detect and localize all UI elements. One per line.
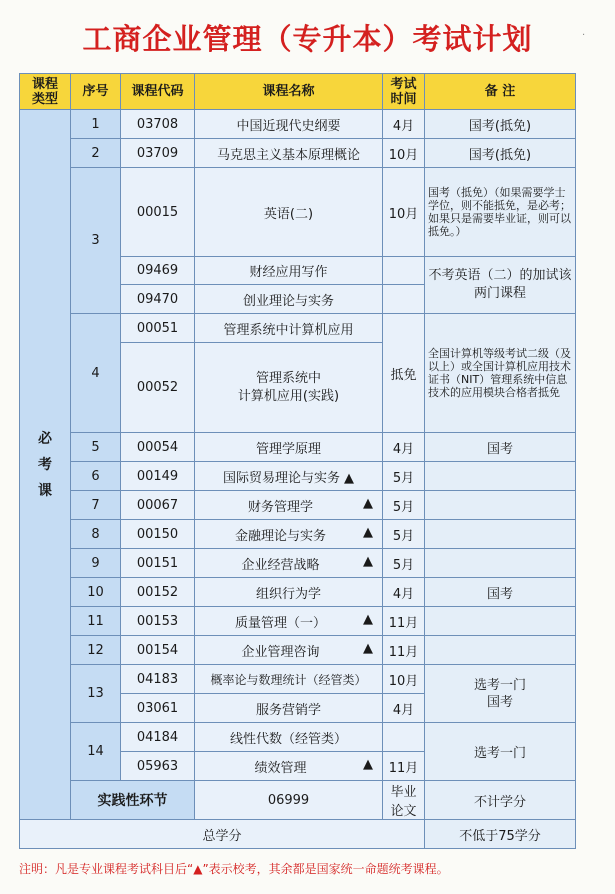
cell-name: 毕业论文: [383, 781, 425, 820]
school-exam-mark: ▲: [363, 756, 373, 772]
cell-time: 11月: [383, 607, 425, 636]
cell-name: 管理学原理: [195, 433, 383, 462]
cell-name: 企业管理咨询 ▲: [195, 636, 383, 665]
cell-seq: 4: [71, 314, 121, 433]
cell-note: 国考: [425, 578, 576, 607]
cell-note: 选考一门: [425, 723, 576, 781]
cell-time: 4月: [383, 694, 425, 723]
cell-time: [383, 257, 425, 285]
cell-note: [425, 607, 576, 636]
cell-time: 5月: [383, 491, 425, 520]
cell-name: 企业经营战略 ▲: [195, 549, 383, 578]
cell-time: 4月: [383, 110, 425, 139]
table-row: [20, 607, 576, 636]
cell-code: 03709: [121, 139, 195, 168]
table-row: [20, 520, 576, 549]
cell-name: 质量管理（一） ▲: [195, 607, 383, 636]
cell-time: 4月: [383, 433, 425, 462]
table-row: [20, 723, 576, 752]
cell-name: 绩效管理 ▲: [195, 752, 383, 781]
cell-code: 03708: [121, 110, 195, 139]
page-mark: ·: [582, 30, 586, 41]
header-seq: 序号: [71, 74, 121, 110]
total-label: 总学分: [20, 820, 425, 849]
cell-time: [383, 285, 425, 314]
cell-seq: 3: [71, 168, 121, 314]
cell-seq: 12: [71, 636, 121, 665]
school-exam-mark: ▲: [363, 640, 373, 656]
cell-name: 线性代数（经管类）: [195, 723, 383, 752]
cell-name: 英语(二): [195, 168, 383, 257]
cell-note: 全国计算机等级考试二级（及以上）或全国计算机应用技术证书（NIT）管理系统中信息技术的应用模块合格者抵免: [425, 314, 576, 433]
cell-note: 国考(抵免): [425, 139, 576, 168]
cell-note: 国考: [425, 433, 576, 462]
cell-name: 马克思主义基本原理概论: [195, 139, 383, 168]
cell-name: 财经应用写作: [195, 257, 383, 285]
cell-code: 05963: [121, 752, 195, 781]
school-exam-mark: ▲: [363, 553, 373, 569]
cell-time: 抵免: [383, 314, 425, 433]
cell-name: 服务营销学: [195, 694, 383, 723]
cell-seq: 1: [71, 110, 121, 139]
cell-note: 国考（抵免）（如果需要学士学位，则不能抵免，是必考；如果只是需要毕业证，则可以抵免。）: [425, 168, 576, 257]
cell-name: 管理系统中 计算机应用(实践): [195, 343, 383, 433]
school-exam-mark: ▲: [344, 470, 354, 486]
school-exam-mark: ▲: [363, 611, 373, 627]
cell-time: 5月: [383, 520, 425, 549]
cell-name: 国际贸易理论与实务 ▲: [195, 462, 383, 491]
cell-time: 10月: [383, 168, 425, 257]
table-row: [20, 665, 576, 694]
table-row: [20, 110, 576, 139]
cell-code: 00154: [121, 636, 195, 665]
cell-seq: 10: [71, 578, 121, 607]
table-row: [20, 578, 576, 607]
cell-code: 03061: [121, 694, 195, 723]
cell-time: 10月: [383, 139, 425, 168]
cell-time: 10月: [383, 665, 425, 694]
table-row: [20, 433, 576, 462]
table-row: [20, 462, 576, 491]
header-category: 课程 类型: [20, 74, 71, 110]
cell-time: 11月: [383, 752, 425, 781]
cell-code: 00150: [121, 520, 195, 549]
cell-code: 00153: [121, 607, 195, 636]
category-required: 必 考 课: [20, 110, 71, 820]
header-code: 课程代码: [121, 74, 195, 110]
cell-code: 04184: [121, 723, 195, 752]
cell-code: 00015: [121, 168, 195, 257]
page-title: 工商企业管理（专升本）考试计划: [82, 22, 533, 56]
cell-time: 5月: [383, 549, 425, 578]
cell-seq: 9: [71, 549, 121, 578]
table-row: [20, 491, 576, 520]
cell-note: 不计学分: [425, 781, 576, 820]
cell-time: [383, 723, 425, 752]
table-row: [20, 314, 576, 343]
cell-seq: 2: [71, 139, 121, 168]
cell-time: 4月: [383, 578, 425, 607]
cell-name: 财务管理学 ▲: [195, 491, 383, 520]
cell-code: 00054: [121, 433, 195, 462]
cell-code: 06999: [195, 781, 383, 820]
cell-note: 不考英语（二）的加试该两门课程: [425, 257, 576, 314]
cell-seq: 14: [71, 723, 121, 781]
table-row: [20, 168, 576, 257]
cell-code: 00151: [121, 549, 195, 578]
cell-note: [425, 636, 576, 665]
header-note: 备 注: [425, 74, 576, 110]
cell-code: 00149: [121, 462, 195, 491]
cell-seq: 13: [71, 665, 121, 723]
cell-code: 04183: [121, 665, 195, 694]
cell-name: 管理系统中计算机应用: [195, 314, 383, 343]
header-name: 课程名称: [195, 74, 383, 110]
table-row: [20, 139, 576, 168]
cell-note: [425, 520, 576, 549]
cell-name: 组织行为学: [195, 578, 383, 607]
table-header-row: [20, 74, 576, 110]
school-exam-mark: ▲: [363, 524, 373, 540]
cell-code: 00051: [121, 314, 195, 343]
cell-time: 5月: [383, 462, 425, 491]
cell-seq: 8: [71, 520, 121, 549]
total-note: 不低于75学分: [425, 820, 576, 849]
cell-name: 金融理论与实务 ▲: [195, 520, 383, 549]
cell-code: 00052: [121, 343, 195, 433]
cell-name: 创业理论与实务: [195, 285, 383, 314]
cell-note: 国考(抵免): [425, 110, 576, 139]
cell-seq: 6: [71, 462, 121, 491]
category-practice: 实践性环节: [71, 781, 195, 820]
cell-seq: 7: [71, 491, 121, 520]
cell-note: 选考一门 国考: [425, 665, 576, 723]
school-exam-mark: ▲: [363, 495, 373, 511]
footnote: 注明：凡是专业课程考试科目后“▲”表示校考，其余都是国家统一命题统考课程。: [19, 862, 449, 876]
cell-seq: 5: [71, 433, 121, 462]
table-total-row: [20, 820, 576, 849]
cell-note: [425, 462, 576, 491]
table-row: [20, 549, 576, 578]
table-row: [20, 781, 576, 820]
cell-name: 中国近现代史纲要: [195, 110, 383, 139]
cell-code: 09470: [121, 285, 195, 314]
table-row: [20, 636, 576, 665]
header-time: 考试 时间: [383, 74, 425, 110]
cell-note: [425, 491, 576, 520]
cell-time: 11月: [383, 636, 425, 665]
cell-note: [425, 549, 576, 578]
cell-seq: 11: [71, 607, 121, 636]
cell-code: 00067: [121, 491, 195, 520]
exam-plan-table: [19, 73, 576, 849]
cell-code: 00152: [121, 578, 195, 607]
cell-name: 概率论与数理统计（经管类）: [195, 665, 383, 694]
cell-code: 09469: [121, 257, 195, 285]
